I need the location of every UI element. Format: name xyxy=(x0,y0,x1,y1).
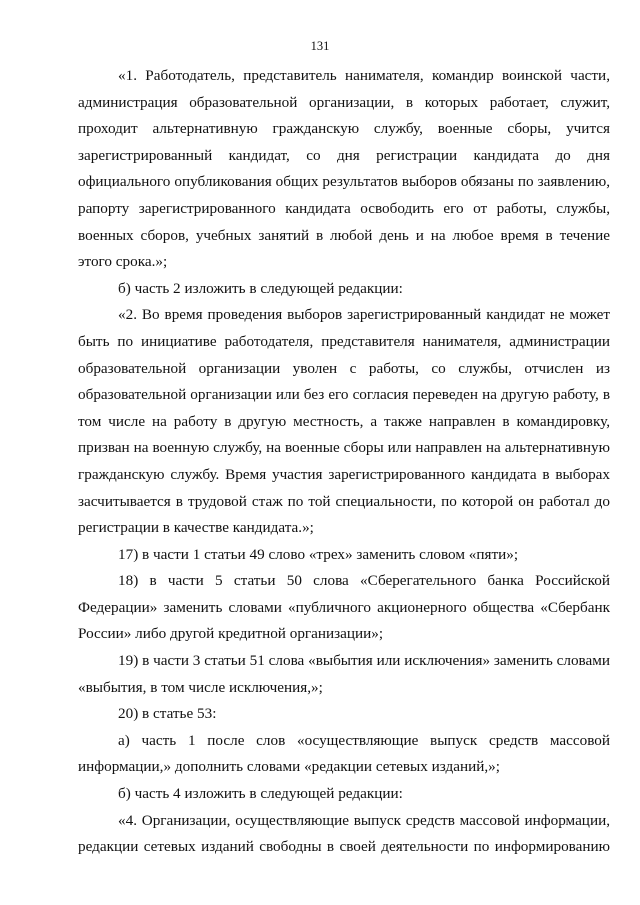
paragraph-item-20: 20) в статье 53: xyxy=(118,705,217,723)
paragraph-item-19: 19) в части 3 статьи 51 слова «выбытия или исключения» заменить словами «выбытия, в том числе исключения,»; xyxy=(78,652,610,696)
page-number: 131 xyxy=(310,39,330,53)
paragraph-amendment-4-text: «4. Организации, осуществляющие выпуск средств массовой информации, редакции сетевых изданий свободны в своей деятельности по информированию xyxy=(78,811,610,856)
paragraph-item-20a: а) часть 1 после слов «осуществляющие выпуск средств массовой информации,» дополнить словами «редакции сетевых изданий,»; xyxy=(78,731,610,776)
paragraph-amendment-2-text: «2. Во время проведения выборов зарегистрированный кандидат не может быть по инициативе работодателя, представителя нанимателя, администрации образовательной организации уволен с работы, со службы, отчислен из образовательной организации или без его согласия переведен на другую работу, в том числе на работу в другую местность, а также направлен в командировку, призван на военную службу, на военные сборы или направлен на альтернативную гражданскую службу. Время участия зарегистрированного кандидата в выборах засчитывается в трудовой стаж по той специальности, по которой он работал до регистрации в качестве кандидата.»; xyxy=(78,306,610,537)
paragraph-amendment-1-text: «1. Работодатель, представитель нанимателя, командир воинской части, администрация образовательной организации, в которых работает, служит, проходит альтернативную гражданскую службу, военные сборы, учится зарегистрированный кандидат, со дня регистрации кандидата до дня официального опубликования общих результатов выборов обязаны по заявлению, рапорту зарегистрированного кандидата освободить его от работы, службы, военных сборов, учебных занятий в любой день и на любое время в течение этого срока.»; xyxy=(78,67,610,271)
paragraph-item-17: 17) в части 1 статьи 49 слово «трех» заменить словом «пяти»; xyxy=(118,545,519,563)
document-body xyxy=(78,63,610,861)
paragraph-item-18: 18) в части 5 статьи 50 слова «Сберегательного банка Российской Федерации» заменить словами «публичного акционерного общества «Сбербанк России» либо другой кредитной организации»; xyxy=(78,572,610,643)
paragraph-item-20b: б) часть 4 изложить в следующей редакции: xyxy=(118,785,403,803)
paragraph-part-2-instruction: б) часть 2 изложить в следующей редакции: xyxy=(118,279,403,297)
